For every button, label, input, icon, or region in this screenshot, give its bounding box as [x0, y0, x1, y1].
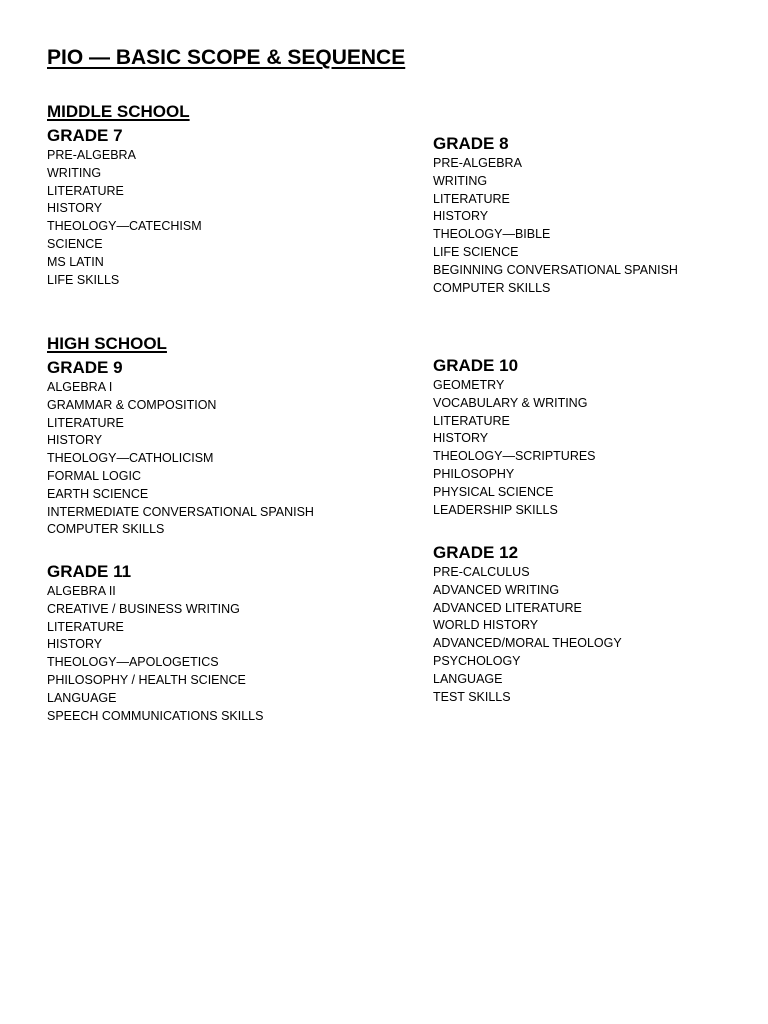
course-item: ALGEBRA I	[47, 380, 113, 394]
course-item: LIFE SCIENCE	[433, 244, 519, 259]
course-item: LEADERSHIP SKILLS	[433, 502, 558, 517]
grade-12-block	[433, 542, 763, 706]
course-item: MS LATIN	[47, 254, 104, 269]
grade-7-course-list	[47, 147, 377, 289]
grade-8-course-list	[433, 155, 763, 297]
course-item: CREATIVE / BUSINESS WRITING	[47, 601, 240, 616]
course-item: HISTORY	[47, 201, 103, 216]
course-item: ALGEBRA II	[47, 584, 116, 598]
course-item: PHYSICAL SCIENCE	[433, 484, 554, 499]
course-item: LITERATURE	[47, 415, 124, 430]
course-item: ADVANCED LITERATURE	[433, 600, 582, 615]
course-item: LANGUAGE	[433, 671, 503, 686]
document-title: PIO — BASIC SCOPE & SEQUENCE	[47, 46, 406, 69]
grade-10-course-list	[433, 377, 763, 519]
course-item: HISTORY	[433, 209, 489, 224]
course-item: COMPUTER SKILLS	[47, 522, 165, 537]
course-item: SPEECH COMMUNICATIONS SKILLS	[47, 708, 264, 723]
course-item: THEOLOGY—CATECHISM	[47, 219, 202, 234]
course-item: VOCABULARY & WRITING	[433, 395, 588, 410]
course-item: PRE-ALGEBRA	[47, 148, 136, 162]
course-item: THEOLOGY—CATHOLICISM	[47, 451, 214, 466]
grade-11-course-list	[47, 583, 377, 725]
course-item: HISTORY	[47, 433, 103, 448]
course-item: COMPUTER SKILLS	[433, 280, 551, 295]
course-item: LITERATURE	[47, 619, 124, 634]
course-item: LITERATURE	[433, 413, 510, 428]
grade-10-heading: GRADE 10	[433, 356, 519, 375]
course-item: THEOLOGY—SCRIPTURES	[433, 449, 596, 464]
course-item: SCIENCE	[47, 236, 103, 251]
grade-8-block	[433, 133, 763, 297]
course-item: LIFE SKILLS	[47, 272, 120, 287]
grade-11-block	[47, 561, 377, 725]
high-school-heading: HIGH SCHOOL	[47, 334, 167, 353]
grade-8-heading: GRADE 8	[433, 134, 509, 153]
course-item: FORMAL LOGIC	[47, 468, 141, 483]
course-item: PHILOSOPHY / HEALTH SCIENCE	[47, 672, 246, 687]
course-item: BEGINNING CONVERSATIONAL SPANISH	[433, 262, 678, 277]
grade-12-course-list	[433, 564, 763, 706]
grade-7-heading: GRADE 7	[47, 126, 123, 145]
course-item: PRE-CALCULUS	[433, 565, 530, 579]
course-item: LITERATURE	[47, 183, 124, 198]
course-item: HISTORY	[433, 431, 489, 446]
course-item: PSYCHOLOGY	[433, 653, 521, 668]
course-item: THEOLOGY—APOLOGETICS	[47, 655, 219, 670]
course-item: PRE-ALGEBRA	[433, 156, 522, 170]
course-item: GRAMMAR & COMPOSITION	[47, 397, 217, 412]
grade-9-block	[47, 357, 377, 539]
course-item: WRITING	[47, 165, 102, 180]
course-item: TEST SKILLS	[433, 689, 511, 704]
course-item: PHILOSOPHY	[433, 466, 515, 481]
grade-9-heading: GRADE 9	[47, 358, 123, 377]
middle-school-heading: MIDDLE SCHOOL	[47, 102, 190, 121]
course-item: LITERATURE	[433, 191, 510, 206]
course-item: WORLD HISTORY	[433, 618, 539, 633]
grade-9-course-list	[47, 379, 377, 539]
course-item: EARTH SCIENCE	[47, 486, 149, 501]
grade-11-heading: GRADE 11	[47, 562, 132, 581]
course-item: INTERMEDIATE CONVERSATIONAL SPANISH	[47, 504, 314, 519]
course-item: THEOLOGY—BIBLE	[433, 227, 551, 242]
grade-12-heading: GRADE 12	[433, 543, 519, 562]
course-item: WRITING	[433, 173, 488, 188]
course-item: ADVANCED/MORAL THEOLOGY	[433, 636, 622, 651]
grade-10-block	[433, 355, 763, 519]
course-item: HISTORY	[47, 637, 103, 652]
grade-7-block	[47, 125, 377, 289]
course-item: LANGUAGE	[47, 690, 117, 705]
course-item: ADVANCED WRITING	[433, 582, 560, 597]
course-item: GEOMETRY	[433, 378, 505, 392]
